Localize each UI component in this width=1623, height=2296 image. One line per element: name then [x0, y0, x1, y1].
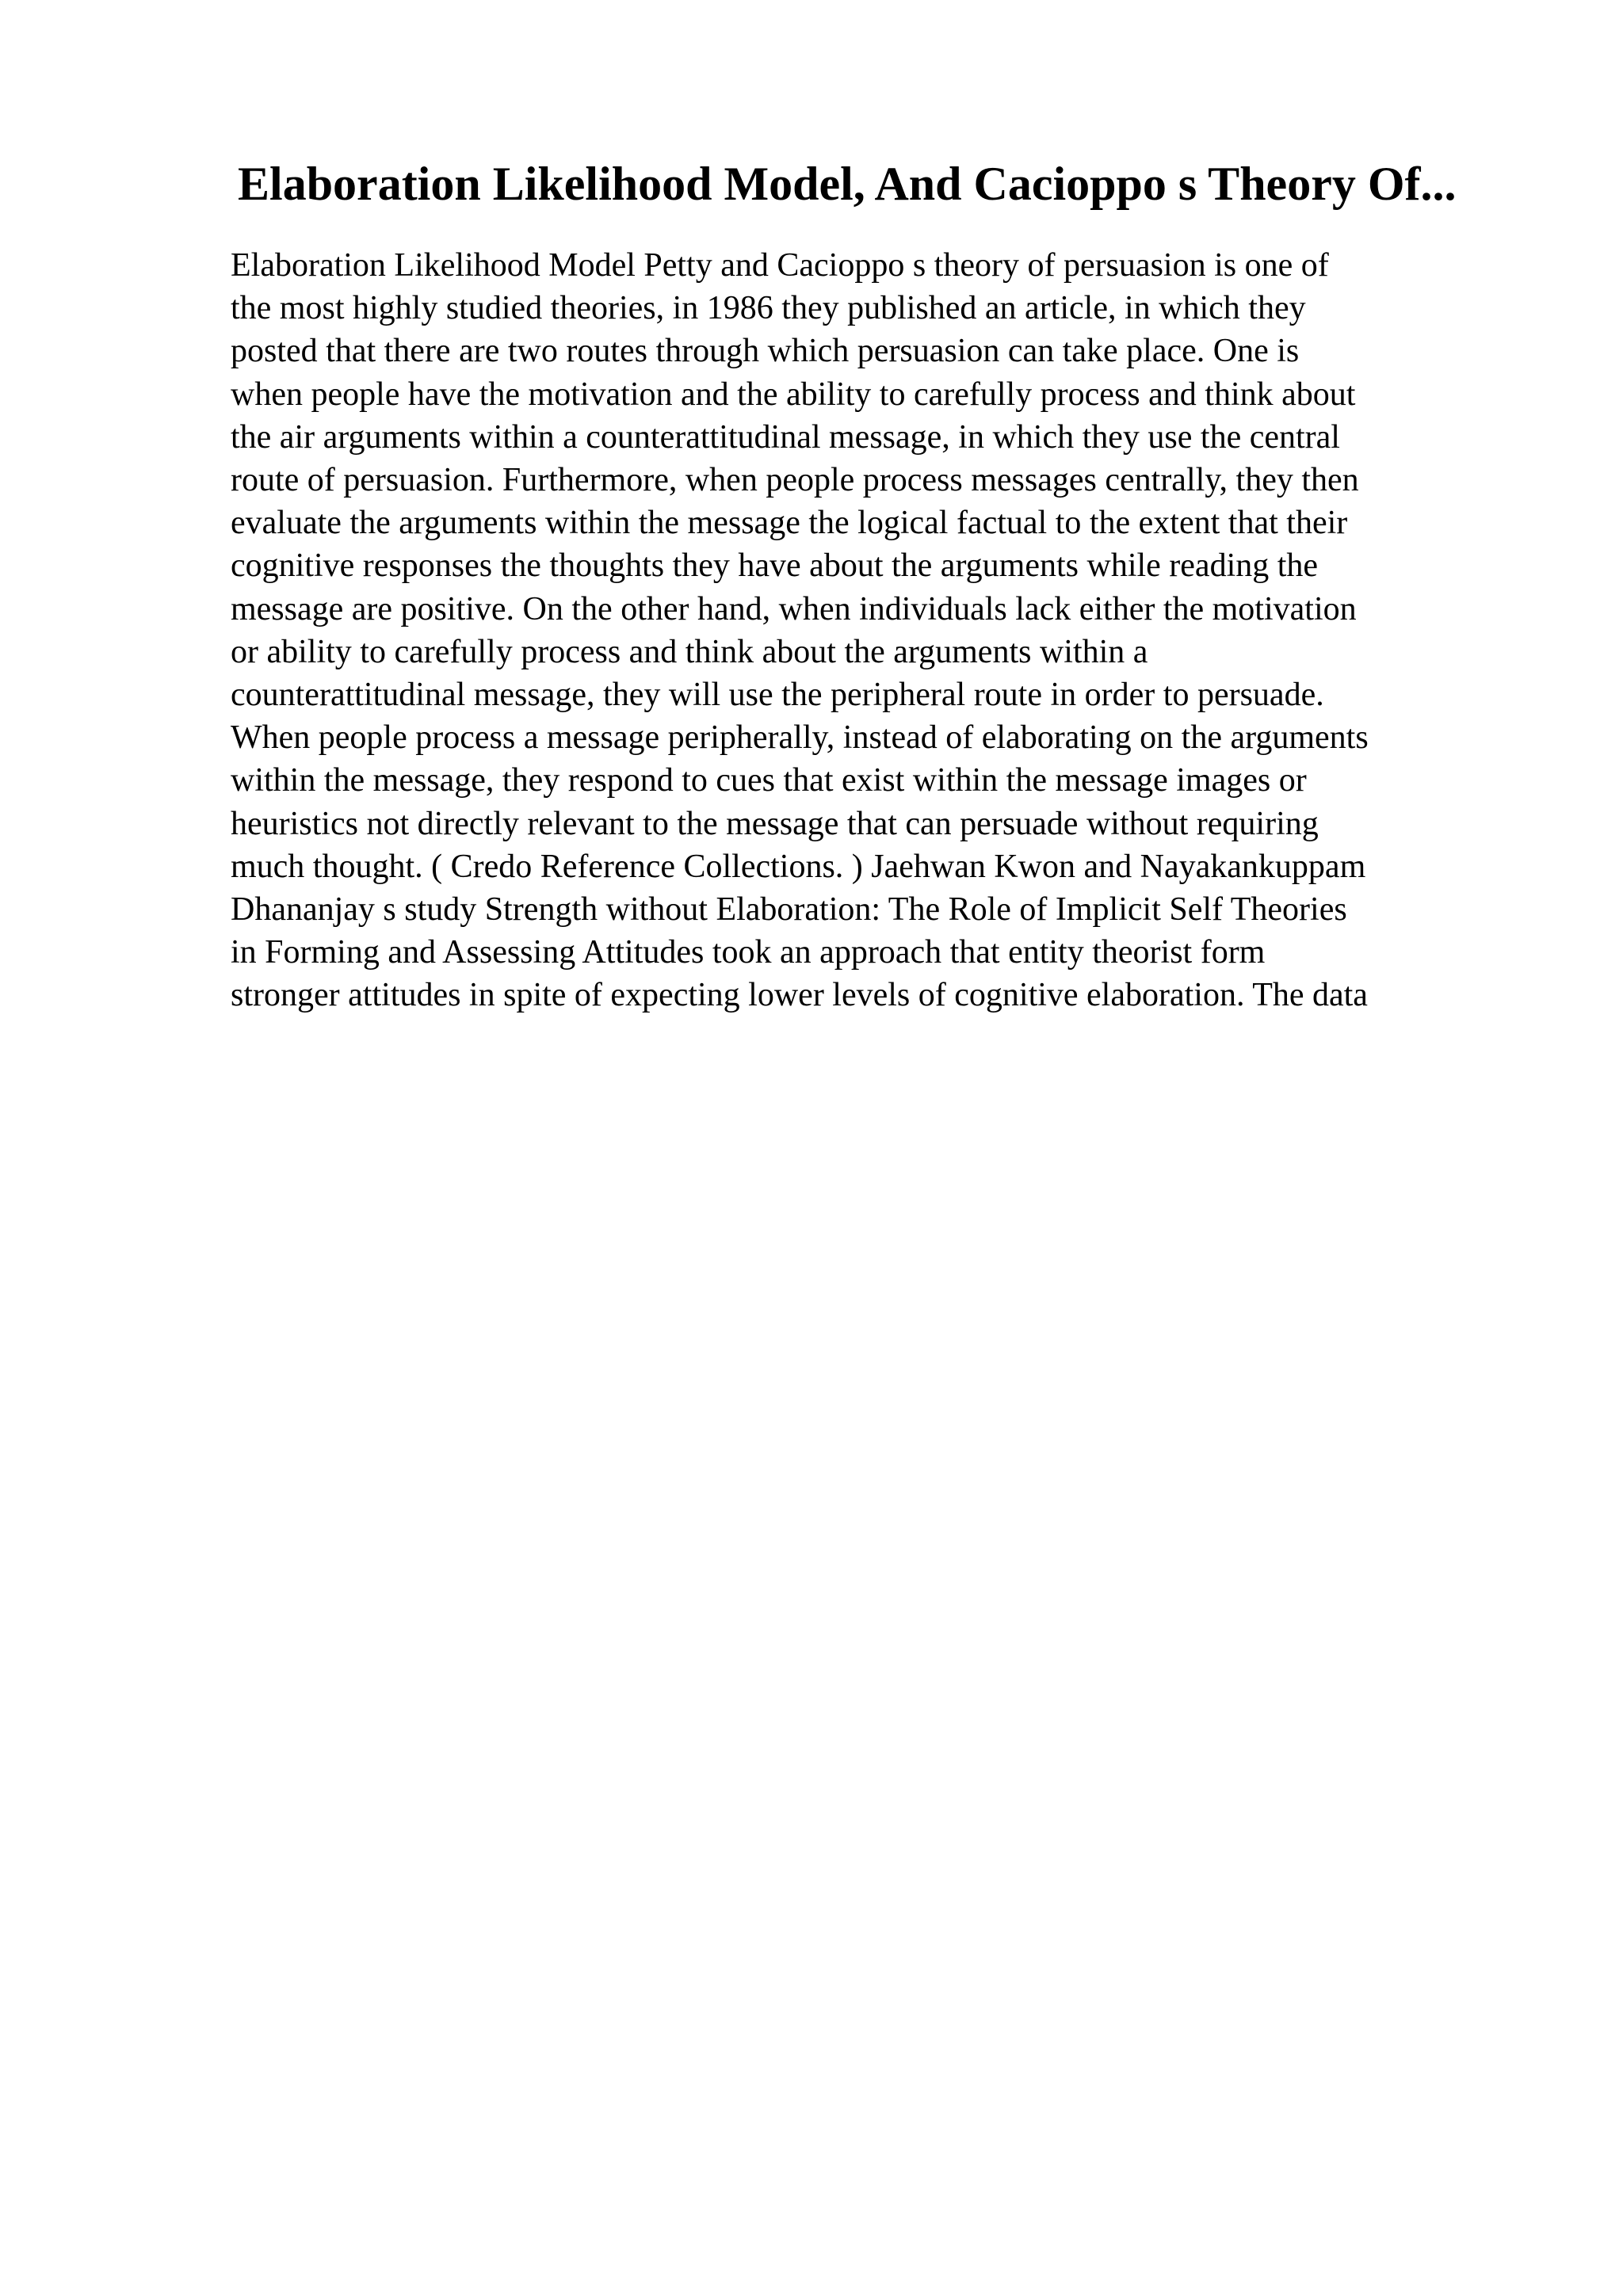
body-line: heuristics not directly relevant to the message that can persuade without requiring	[231, 805, 1319, 842]
body-line: within the message, they respond to cues that exist within the message images or	[231, 762, 1307, 799]
body-line: when people have the motivation and the ability to carefully process and think about	[231, 376, 1356, 413]
body-line: the most highly studied theories, in 1986 they published an article, in which they	[231, 290, 1306, 327]
body-line: or ability to carefully process and think about the arguments within a	[231, 633, 1148, 670]
body-line: route of persuasion. Furthermore, when people process messages centrally, they then	[231, 462, 1359, 499]
body-line: Elaboration Likelihood Model Petty and Cacioppo s theory of persuasion is one of	[231, 247, 1329, 284]
body-line: When people process a message peripherally, instead of elaborating on the arguments	[231, 719, 1369, 757]
document-title: Elaboration Likelihood Model, And Cacioppo s Theory Of...	[238, 158, 1457, 210]
document-body	[231, 244, 1530, 1017]
body-line: the air arguments within a counterattitudinal message, in which they use the central	[231, 418, 1340, 456]
body-line: message are positive. On the other hand, when individuals lack either the motivation	[231, 590, 1357, 627]
body-line: much thought. ( Credo Reference Collections. ) Jaehwan Kwon and Nayakankuppam	[231, 848, 1366, 885]
body-line: cognitive responses the thoughts they have about the arguments while reading the	[231, 547, 1319, 585]
body-line: in Forming and Assessing Attitudes took an approach that entity theorist form	[231, 934, 1266, 971]
body-line: evaluate the arguments within the message the logical factual to the extent that their	[231, 505, 1348, 542]
body-line: posted that there are two routes through which persuasion can take place. One is	[231, 333, 1300, 370]
body-line: stronger attitudes in spite of expecting lower levels of cognitive elaboration. The data	[231, 977, 1368, 1014]
body-line: counterattitudinal message, they will use the peripheral route in order to persuade.	[231, 677, 1324, 714]
body-line: Dhananjay s study Strength without Elaboration: The Role of Implicit Self Theories	[231, 891, 1347, 929]
